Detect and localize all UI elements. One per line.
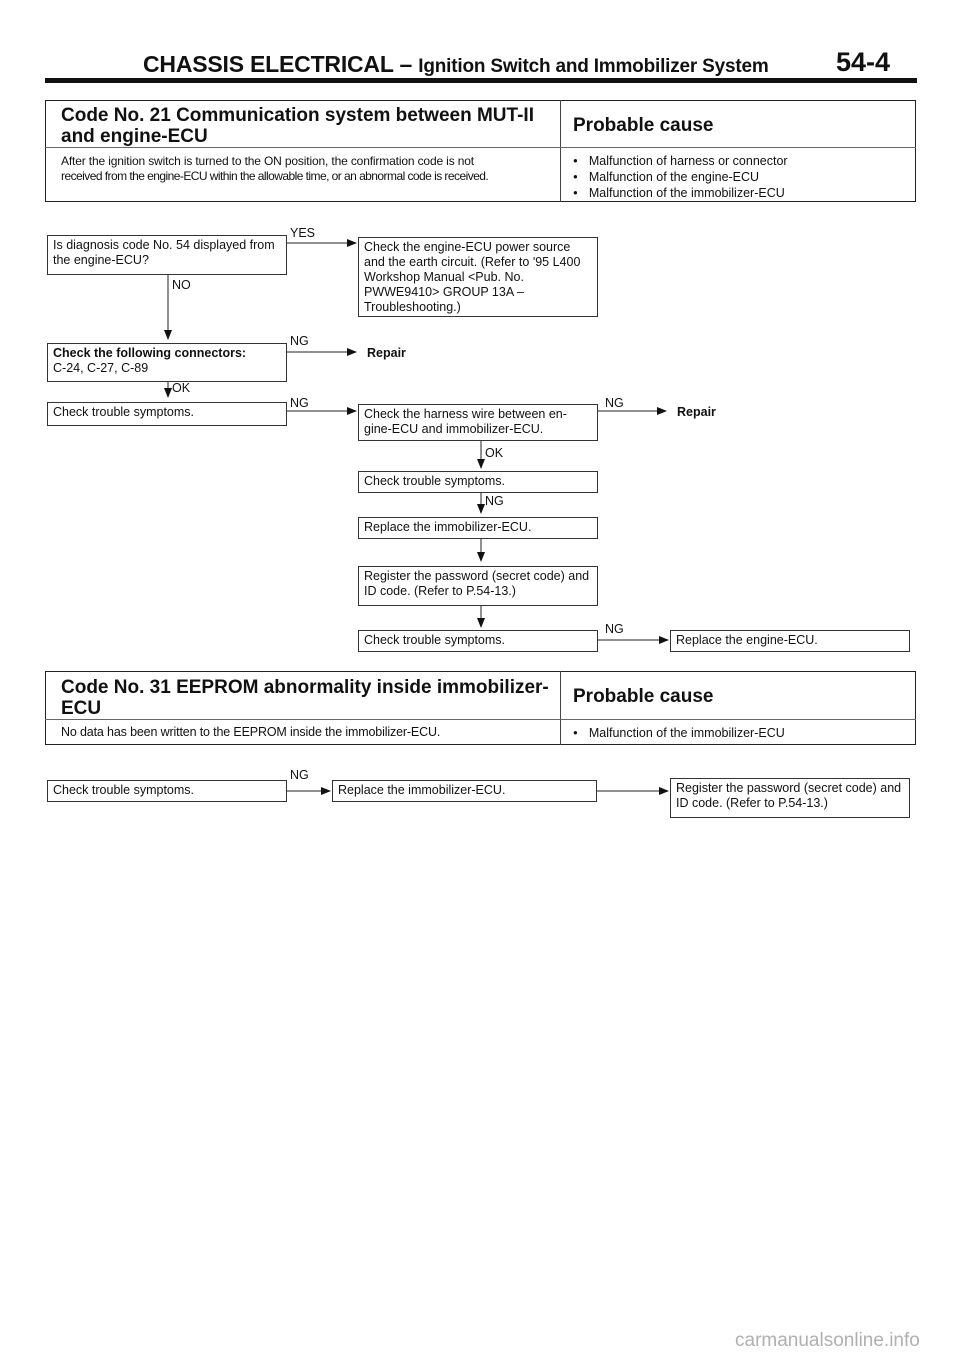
- engine-ecu-power-source-box: Check the engine-ECU power source and the earth circuit. (Refer to '95 L400 Workshop Manual <Pub. No. PWWE9410> GROUP 13A – Troubleshooting.): [358, 237, 598, 317]
- ng-label: NG: [605, 622, 624, 636]
- code31-description: No data has been written to the EEPROM inside the immobilizer-ECU.: [61, 725, 441, 739]
- ng-label: NG: [605, 396, 624, 410]
- cause-item: ● Malfunction of the engine-ECU: [573, 170, 788, 186]
- check-trouble-symptoms-box: Check trouble symptoms.: [47, 780, 287, 802]
- replace-immobilizer-ecu-box: Replace the immobilizer-ECU.: [358, 517, 598, 539]
- ng-label: NG: [290, 396, 309, 410]
- register-password-box: Register the password (secret code) and ID code. (Refer to P.54-13.): [358, 566, 598, 606]
- subsection-name: Ignition Switch and Immobilizer System: [418, 56, 769, 77]
- page-number: 54-4: [836, 47, 891, 77]
- check-trouble-symptoms-box: Check trouble symptoms.: [358, 471, 598, 493]
- no-label: NO: [172, 278, 191, 292]
- code31-cause-list: [573, 726, 785, 742]
- ng-label: NG: [290, 334, 309, 348]
- code31-row-divider: [45, 719, 916, 720]
- ok-label: OK: [485, 446, 504, 460]
- ng-label: NG: [290, 768, 309, 782]
- check-trouble-symptoms-box: Check trouble symptoms.: [358, 630, 598, 652]
- check-trouble-symptoms-box: Check trouble symptoms.: [47, 402, 287, 426]
- repair-result: Repair: [367, 346, 406, 360]
- code31-probable-cause-heading: Probable cause: [573, 686, 714, 707]
- replace-immobilizer-ecu-box: Replace the immobilizer-ECU.: [332, 780, 597, 802]
- register-password-box: Register the password (secret code) and ID code. (Refer to P.54-13.): [670, 778, 910, 818]
- code21-description-line: received from the engine-ECU within the allowable time, or an abnormal code is received.: [61, 169, 489, 183]
- code21-probable-cause-heading: Probable cause: [573, 115, 714, 136]
- check-harness-wire-box: Check the harness wire between en-gine-ECU and immobilizer-ECU.: [358, 404, 598, 441]
- diagnosis-code-54-question-box: Is diagnosis code No. 54 displayed from the engine-ECU?: [47, 235, 287, 275]
- repair-result: Repair: [677, 405, 716, 419]
- replace-engine-ecu-box: Replace the engine-ECU.: [670, 630, 910, 652]
- connectors-title: Check the following connectors:: [53, 346, 247, 360]
- cause-item: ● Malfunction of the immobilizer-ECU: [573, 186, 788, 202]
- ok-label: OK: [172, 381, 191, 395]
- yes-label: YES: [290, 226, 316, 240]
- code21-title: Code No. 21 Communication system between MUT-II and engine-ECU: [61, 105, 534, 147]
- code31-title: Code No. 31 EEPROM abnormality inside immobilizer-ECU: [61, 677, 549, 719]
- check-connectors-box: [47, 343, 287, 382]
- ng-label: NG: [485, 494, 504, 508]
- title-dash: –: [399, 51, 413, 77]
- section-name: CHASSIS ELECTRICAL: [143, 51, 394, 77]
- site-watermark: carmanualsonline.info: [735, 1330, 920, 1351]
- cause-item: ● Malfunction of harness or connector: [573, 154, 788, 170]
- cause-item: ● Malfunction of the immobilizer-ECU: [573, 726, 785, 742]
- code21-description-line: After the ignition switch is turned to the ON position, the confirmation code is not: [61, 154, 474, 168]
- connectors-list: C-24, C-27, C-89: [53, 361, 149, 375]
